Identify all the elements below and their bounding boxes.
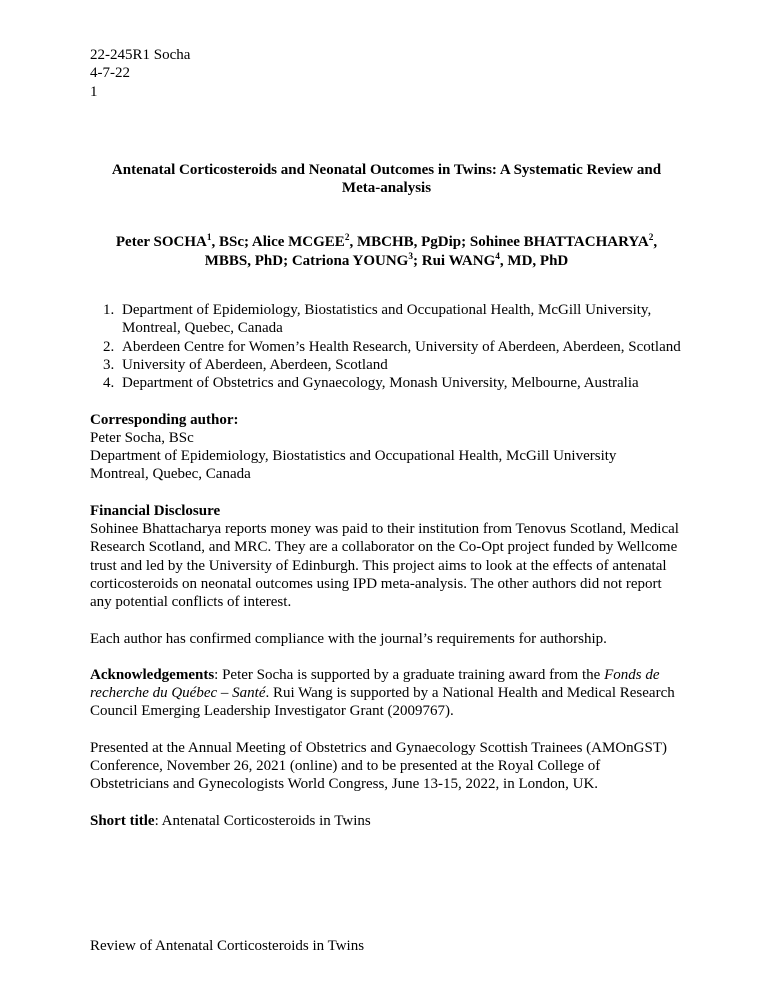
affiliation-item: 4. Department of Obstetrics and Gynaecology, Monash University, Melbourne, Australia (118, 374, 683, 392)
author-superscript: 3 (408, 251, 414, 262)
authors-line (90, 233, 683, 270)
affiliation-item: 3. University of Aberdeen, Aberdeen, Scotland (118, 356, 683, 374)
presented-at-paragraph: Presented at the Annual Meeting of Obstetrics and Gynaecology Scottish Trainees (AMOnGST) Conference, November 26, 2021 (online) and to be presented at the Royal College of Obstetricians and Gynecologists World Congress, June 13-15, 2022, in London, UK. (90, 739, 667, 793)
short-title-label: Short title (90, 812, 155, 829)
manuscript-id: 22-245R1 Socha (90, 47, 191, 63)
acknowledgements-text: : Peter Socha is supported by a graduate training award from the (214, 666, 605, 683)
corresponding-author-name: Peter Socha, BSc (90, 429, 194, 446)
acknowledgements-label: Acknowledgements (90, 666, 215, 683)
affiliation-list (90, 301, 683, 392)
short-title-text: : Antenatal Corticosteroids in Twins (154, 812, 371, 829)
corresponding-author-section (90, 411, 683, 484)
author-text: , MBBS, PhD; Catriona YOUNG (204, 234, 658, 269)
author-superscript: 2 (648, 233, 654, 244)
financial-disclosure-body: Sohinee Bhattacharya reports money was paid to their institution from Tenovus Scotland, Medical Research Scotland, and MRC. They are a collaborator on the Co-Opt project funded by Wellcome trust and led by the University of Edinburgh. This project aims to look at the effects of antenatal corticosteroids on neonatal outcomes using IPD meta-analysis. The other authors did not report any potential conflicts of interest. (90, 521, 679, 611)
corresponding-author-city: Montreal, Quebec, Canada (90, 466, 251, 483)
manuscript-date: 4-7-22 (90, 65, 130, 82)
author-text: , BSc; Alice MCGEE (211, 234, 345, 251)
author-superscript: 1 (206, 233, 212, 244)
financial-disclosure-heading: Financial Disclosure (90, 502, 221, 519)
author-text: ; Rui WANG (413, 252, 496, 269)
author-superscript: 4 (495, 251, 500, 262)
page-number: 1 (90, 83, 98, 100)
author-text: , MBCHB, PgDip; Sohinee BHATTACHARYA (349, 234, 649, 251)
author-superscript: 2 (344, 233, 350, 244)
short-title-line (90, 812, 683, 830)
affiliation-item: 2. Aberdeen Centre for Women’s Health Research, University of Aberdeen, Aberdeen, Scotland (118, 338, 683, 356)
acknowledgements-paragraph (90, 666, 683, 721)
acknowledgements-text: . Rui Wang is supported by a National Health and Medical Research Council Emerging Leadership Investigator Grant (2009767). (90, 685, 675, 720)
financial-disclosure-section (90, 502, 683, 612)
acknowledgements-funder-italic: Fonds de recherche du Québec – Santé (90, 666, 660, 702)
corresponding-author-heading: Corresponding author: (90, 411, 239, 428)
paper-title: Antenatal Corticosteroids and Neonatal Outcomes in Twins: A Systematic Review and Meta-analysis (111, 161, 662, 197)
authorship-compliance-statement: Each author has confirmed compliance with the journal’s requirements for authorship. (90, 630, 607, 647)
author-text: , MD, PhD (499, 252, 569, 269)
running-footer: Review of Antenatal Corticosteroids in Twins (90, 938, 365, 954)
running-header (90, 46, 683, 101)
corresponding-author-dept: Department of Epidemiology, Biostatistics and Occupational Health, McGill University (90, 448, 617, 465)
affiliation-item: 1. Department of Epidemiology, Biostatistics and Occupational Health, McGill University, Montreal, Quebec, Canada (118, 301, 683, 338)
author-text: Peter SOCHA (115, 234, 207, 251)
